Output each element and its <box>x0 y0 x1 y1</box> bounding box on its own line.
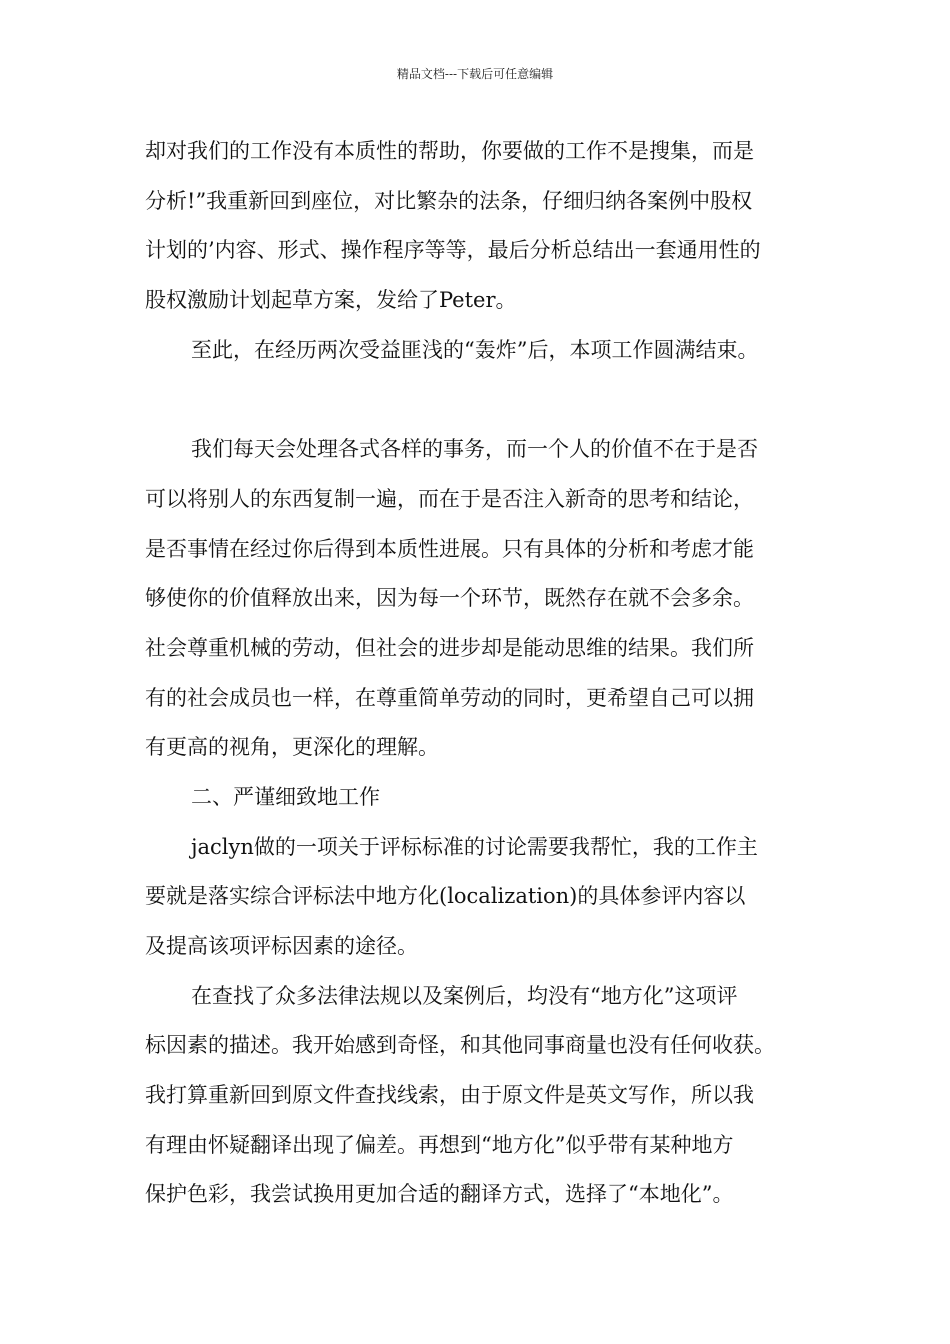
text-line: 够使你的价值释放出来，因为每一个环节，既然存在就不会多余。 <box>145 586 754 611</box>
text-line: 却对我们的工作没有本质性的帮助，你要做的工作不是搜集，而是 <box>145 139 754 163</box>
text-line: jaclyn做的一项关于评标标准的讨论需要我帮忙，我的工作主 <box>191 834 758 859</box>
section-heading: 二、严谨细致地工作 <box>191 784 380 809</box>
text-line: 股权激励计划起草方案，发给了Peter。 <box>145 288 517 313</box>
text-line: 有更高的视角，更深化的理解。 <box>145 735 439 760</box>
text-line: 有理由怀疑翻译出现了偏差。再想到“地方化”似乎带有某种地方 <box>145 1132 734 1157</box>
text-line: 及提高该项评标因素的途径。 <box>145 934 418 958</box>
text-line: 计划的’内容、形式、操作程序等等，最后分析总结出一套通用性的 <box>145 238 761 263</box>
text-line: 社会尊重机械的劳动，但社会的进步却是能动思维的结果。我们所 <box>145 635 754 660</box>
blank-line <box>145 375 813 425</box>
page-header: 精品文档---下载后可任意编辑 <box>396 67 554 81</box>
text-line: 至此，在经历两次受益匪浅的“轰炸”后，本项工作圆满结束。 <box>191 337 759 362</box>
text-line: 我打算重新回到原文件查找线索，由于原文件是英文写作，所以我 <box>145 1083 754 1108</box>
text-line: 可以将别人的东西复制一遍，而在于是否注入新奇的思考和结论， <box>145 486 754 511</box>
text-line: 我们每天会处理各式各样的事务，而一个人的价值不在于是否 <box>191 437 758 462</box>
document-body <box>145 127 813 1220</box>
text-line: 分析!”我重新回到座位，对比繁杂的法条，仔细归纳各案例中股权 <box>145 188 753 213</box>
text-line: 保护色彩，我尝试换用更加合适的翻译方式，选择了“本地化”。 <box>145 1182 734 1207</box>
text-line: 在查找了众多法律法规以及案例后，均没有“地方化”这项评 <box>191 983 738 1008</box>
text-line: 是否事情在经过你后得到本质性进展。只有具体的分析和考虑才能 <box>145 536 754 561</box>
text-line: 有的社会成员也一样，在尊重简单劳动的同时，更希望自己可以拥 <box>145 685 754 710</box>
text-line: 标因素的描述。我开始感到奇怪，和其他同事商量也没有任何收获。 <box>145 1033 775 1058</box>
text-line: 要就是落实综合评标法中地方化(localization)的具体参评内容以 <box>145 884 746 909</box>
